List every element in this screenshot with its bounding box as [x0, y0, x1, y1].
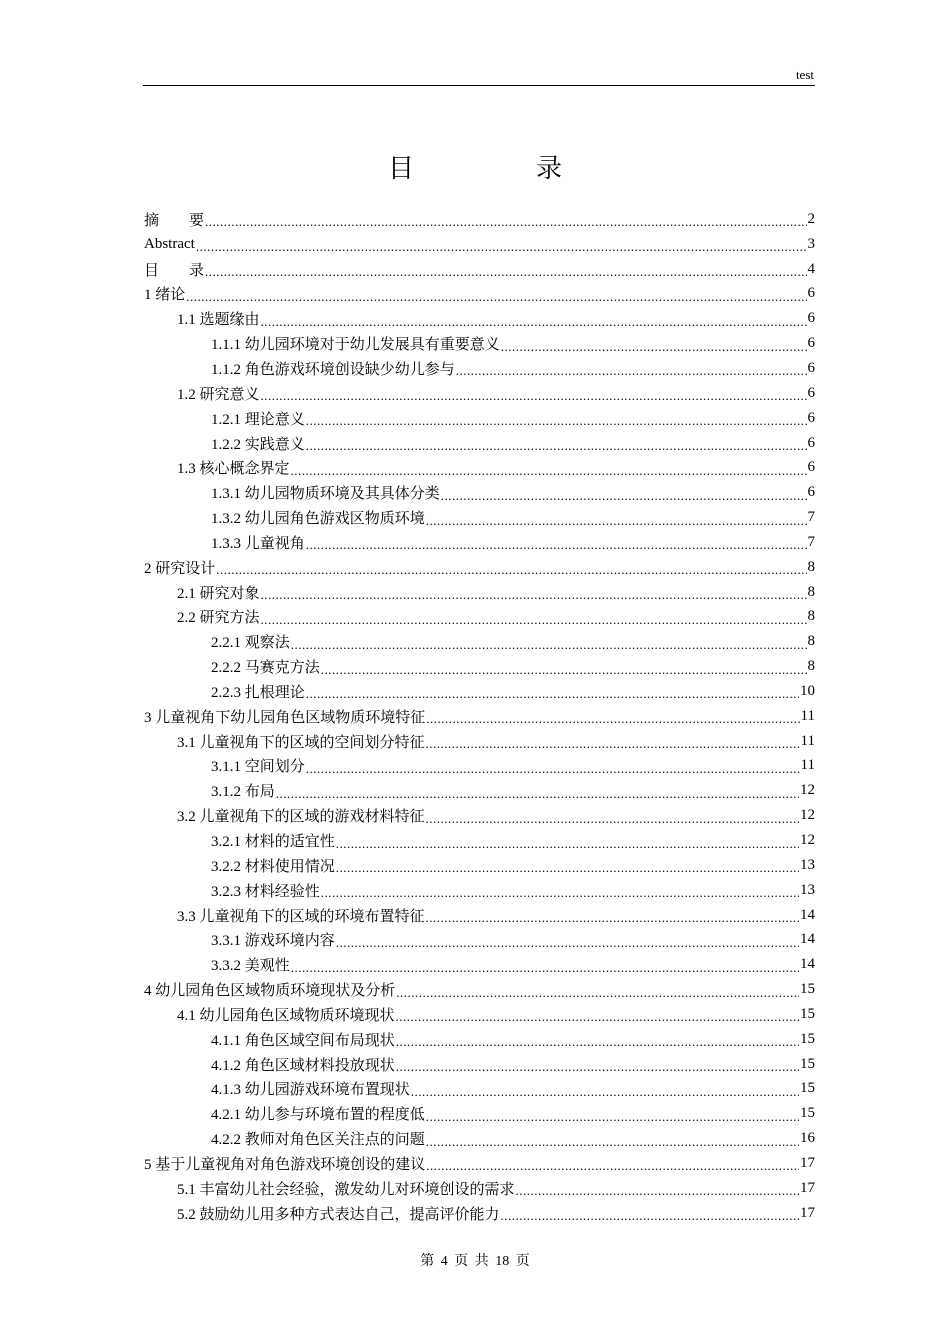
toc-dot-leader	[456, 359, 807, 377]
toc-entry-title: Abstract	[144, 235, 195, 252]
toc-dot-leader	[426, 807, 799, 825]
toc-entry-page: 6	[807, 434, 815, 451]
toc-dot-leader	[336, 856, 799, 874]
toc-entry-title: 4.2.1 幼儿参与环境布置的程度低	[211, 1107, 425, 1124]
toc-entry-title: 3.3 儿童视角下的区域的环境布置特征	[177, 908, 425, 925]
toc-entry-page: 14	[800, 906, 815, 923]
running-header: test	[795, 67, 814, 82]
toc-entry[interactable]	[144, 927, 815, 952]
toc-entry-title: 3.2.3 材料经验性	[211, 883, 320, 900]
toc-dot-leader	[336, 832, 799, 850]
toc-entry[interactable]	[144, 878, 815, 903]
toc-entry-page: 15	[800, 1005, 815, 1022]
toc-entry[interactable]	[144, 654, 815, 679]
toc-entry-page: 6	[807, 359, 815, 376]
toc-entry[interactable]	[144, 778, 815, 803]
toc-entry[interactable]	[144, 1101, 815, 1126]
toc-entry[interactable]	[144, 331, 815, 356]
toc-entry[interactable]	[144, 803, 815, 828]
toc-dot-leader	[426, 732, 800, 750]
toc-entry-title: 2.2 研究方法	[177, 610, 260, 627]
toc-entry-title: 目 录	[144, 262, 205, 279]
toc-entry[interactable]	[144, 1027, 815, 1052]
toc-dot-leader	[396, 1055, 799, 1073]
toc-entry[interactable]	[144, 1002, 815, 1027]
toc-entry-title: 1.2 研究意义	[177, 386, 260, 403]
toc-entry-page: 17	[800, 1204, 815, 1221]
toc-entry-title: 1.3.3 儿童视角	[211, 535, 305, 552]
toc-dot-leader	[501, 335, 807, 353]
toc-entry-page: 8	[807, 633, 815, 650]
toc-entry-page: 12	[800, 807, 815, 824]
toc-dot-leader	[516, 1179, 799, 1197]
toc-entry-page: 17	[800, 1179, 815, 1196]
toc-dot-leader	[216, 558, 806, 576]
toc-entry[interactable]	[144, 455, 815, 480]
toc-entry-title: 2.1 研究对象	[177, 585, 260, 602]
toc-entry-page: 6	[807, 285, 815, 302]
toc-entry[interactable]	[144, 828, 815, 853]
toc-entry-title: 1.3.2 幼儿园角色游戏区物质环境	[211, 511, 425, 528]
toc-entry[interactable]	[144, 903, 815, 928]
page-title: 目 录	[387, 154, 610, 183]
toc-entry[interactable]	[144, 977, 815, 1002]
toc-dot-leader	[291, 459, 807, 477]
toc-entry[interactable]	[144, 232, 815, 257]
toc-entry-page: 15	[800, 1105, 815, 1122]
toc-entry-page: 11	[800, 732, 815, 749]
toc-entry-title: 3.3.2 美观性	[211, 958, 290, 975]
toc-dot-leader	[501, 1204, 799, 1222]
toc-entry[interactable]	[144, 480, 815, 505]
toc-dot-leader	[396, 981, 799, 999]
toc-entry-title: 4.2.2 教师对角色区关注点的问题	[211, 1132, 425, 1149]
toc-entry-title: 3.2.2 材料使用情况	[211, 858, 335, 875]
toc-entry-page: 6	[807, 384, 815, 401]
page-footer: 第 4 页 共 18 页	[420, 1254, 530, 1269]
toc-entry-title: 4.1.2 角色区域材料投放现状	[211, 1057, 395, 1074]
toc-entry[interactable]	[144, 257, 815, 282]
toc-dot-leader	[306, 682, 799, 700]
toc-dot-leader	[196, 235, 807, 253]
toc-entry-title: 2 研究设计	[144, 560, 216, 577]
toc-entry-page: 6	[807, 409, 815, 426]
toc-entry-page: 6	[807, 335, 815, 352]
toc-entry-page: 15	[800, 981, 815, 998]
toc-entry-title: 3.1 儿童视角下的区域的空间划分特征	[177, 734, 425, 751]
toc-dot-leader	[261, 583, 807, 601]
toc-entry[interactable]	[144, 306, 815, 331]
toc-dot-leader	[306, 434, 807, 452]
toc-dot-leader	[426, 1105, 799, 1123]
toc-entry-page: 14	[800, 956, 815, 973]
toc-entry[interactable]	[144, 406, 815, 431]
toc-entry[interactable]	[144, 1126, 815, 1151]
toc-entry-title: 3.3.1 游戏环境内容	[211, 933, 335, 950]
toc-entry-page: 7	[807, 509, 815, 526]
toc-entry[interactable]	[144, 729, 815, 754]
toc-dot-leader	[205, 260, 806, 278]
toc-dot-leader	[396, 1030, 799, 1048]
toc-entry-title: 5.2 鼓励幼儿用多种方式表达自己，提高评价能力	[177, 1206, 500, 1223]
toc-dot-leader	[426, 1154, 799, 1172]
toc-entry[interactable]	[144, 952, 815, 977]
toc-dot-leader	[205, 210, 806, 228]
toc-entry-title: 4.1.1 角色区域空间布局现状	[211, 1032, 395, 1049]
toc-entry[interactable]	[144, 704, 815, 729]
toc-entry[interactable]	[144, 1052, 815, 1077]
toc-dot-leader	[276, 782, 799, 800]
toc-entry-page: 8	[807, 658, 815, 675]
toc-dot-leader	[306, 409, 807, 427]
toc-entry-title: 5 基于儿童视角对角色游戏环境创设的建议	[144, 1156, 426, 1173]
toc-entry-title: 2.2.3 扎根理论	[211, 684, 305, 701]
toc-entry-page: 16	[800, 1130, 815, 1147]
toc-dot-leader	[291, 956, 799, 974]
toc-entry-page: 8	[807, 608, 815, 625]
toc-entry[interactable]	[144, 381, 815, 406]
toc-dot-leader	[426, 509, 807, 527]
toc-dot-leader	[261, 310, 807, 328]
header-rule	[143, 85, 815, 86]
toc-entry[interactable]	[144, 1201, 815, 1226]
toc-dot-leader	[291, 633, 807, 651]
toc-entry-page: 15	[800, 1055, 815, 1072]
toc-entry[interactable]	[144, 580, 815, 605]
toc-entry-page: 2	[807, 210, 815, 227]
toc-entry-title: 1.1.1 幼儿园环境对于幼儿发展具有重要意义	[211, 337, 500, 354]
toc-entry[interactable]	[144, 207, 815, 232]
toc-entry-title: 4 幼儿园角色区域物质环境现状及分析	[144, 983, 396, 1000]
toc-entry[interactable]	[144, 555, 815, 580]
toc-entry-page: 4	[807, 260, 815, 277]
toc-entry-title: 1.1.2 角色游戏环境创设缺少幼儿参与	[211, 361, 455, 378]
toc-entry-page: 12	[800, 782, 815, 799]
toc-entry-title: 3.2.1 材料的适宜性	[211, 834, 335, 851]
toc-entry-title: 4.1 幼儿园角色区域物质环境现状	[177, 1007, 395, 1024]
toc-entry-page: 15	[800, 1030, 815, 1047]
toc-entry[interactable]	[144, 629, 815, 654]
toc-entry-title: 1 绪论	[144, 287, 186, 304]
toc-entry-page: 8	[807, 583, 815, 600]
toc-entry[interactable]	[144, 431, 815, 456]
toc-dot-leader	[321, 881, 799, 899]
toc-entry-page: 8	[807, 558, 815, 575]
toc-dot-leader	[426, 906, 799, 924]
toc-entry-title: 2.2.2 马赛克方法	[211, 660, 320, 677]
toc-entry-title: 3.1.1 空间划分	[211, 759, 305, 776]
toc-entry-page: 11	[800, 707, 815, 724]
toc-entry-title: 4.1.3 幼儿园游戏环境布置现状	[211, 1082, 410, 1099]
toc-entry[interactable]	[144, 505, 815, 530]
toc-entry-page: 3	[807, 235, 815, 252]
toc-entry[interactable]	[144, 282, 815, 307]
toc-entry-title: 5.1 丰富幼儿社会经验，激发幼儿对环境创设的需求	[177, 1181, 515, 1198]
toc-dot-leader	[261, 384, 807, 402]
toc-entry-page: 14	[800, 931, 815, 948]
toc-entry-title: 2.2.1 观察法	[211, 635, 290, 652]
toc-entry-title: 1.2.2 实践意义	[211, 436, 305, 453]
toc-dot-leader	[336, 931, 799, 949]
toc-entry-page: 13	[800, 881, 815, 898]
toc-dot-leader	[261, 608, 807, 626]
toc-entry-page: 11	[800, 757, 815, 774]
toc-dot-leader	[411, 1080, 799, 1098]
toc-entry-title: 1.2.1 理论意义	[211, 411, 305, 428]
toc-dot-leader	[441, 484, 807, 502]
toc-dot-leader	[321, 658, 807, 676]
toc-dot-leader	[396, 1005, 799, 1023]
toc-dot-leader	[426, 707, 799, 725]
toc-entry[interactable]	[144, 1176, 815, 1201]
toc-entry-page: 10	[800, 682, 815, 699]
toc-entry-page: 7	[807, 533, 815, 550]
toc-entry-page: 12	[800, 832, 815, 849]
toc-entry-title: 3.1.2 布局	[211, 784, 275, 801]
toc-dot-leader	[306, 533, 807, 551]
toc-dot-leader	[186, 285, 806, 303]
toc-entry[interactable]	[144, 679, 815, 704]
toc-entry-page: 6	[807, 459, 815, 476]
toc-entry-title: 1.3.1 幼儿园物质环境及其具体分类	[211, 486, 440, 503]
toc-entry-title: 摘 要	[144, 212, 205, 229]
toc-entry-title: 1.3 核心概念界定	[177, 461, 290, 478]
toc-entry-page: 15	[800, 1080, 815, 1097]
toc-entry-title: 1.1 选题缘由	[177, 312, 260, 329]
toc-entry[interactable]	[144, 530, 815, 555]
toc-entry[interactable]	[144, 1151, 815, 1176]
toc-dot-leader	[426, 1130, 799, 1148]
toc-entry[interactable]	[144, 605, 815, 630]
toc-entry[interactable]	[144, 754, 815, 779]
toc-entry-page: 6	[807, 310, 815, 327]
toc-entry[interactable]	[144, 1077, 815, 1102]
toc-entry-page: 17	[800, 1154, 815, 1171]
toc-entry[interactable]	[144, 853, 815, 878]
toc-entry-title: 3 儿童视角下幼儿园角色区域物质环境特征	[144, 709, 426, 726]
table-of-contents	[144, 207, 815, 1226]
toc-entry-page: 6	[807, 484, 815, 501]
toc-entry-title: 3.2 儿童视角下的区域的游戏材料特征	[177, 809, 425, 826]
toc-entry[interactable]	[144, 356, 815, 381]
toc-dot-leader	[306, 757, 800, 775]
toc-entry-page: 13	[800, 856, 815, 873]
